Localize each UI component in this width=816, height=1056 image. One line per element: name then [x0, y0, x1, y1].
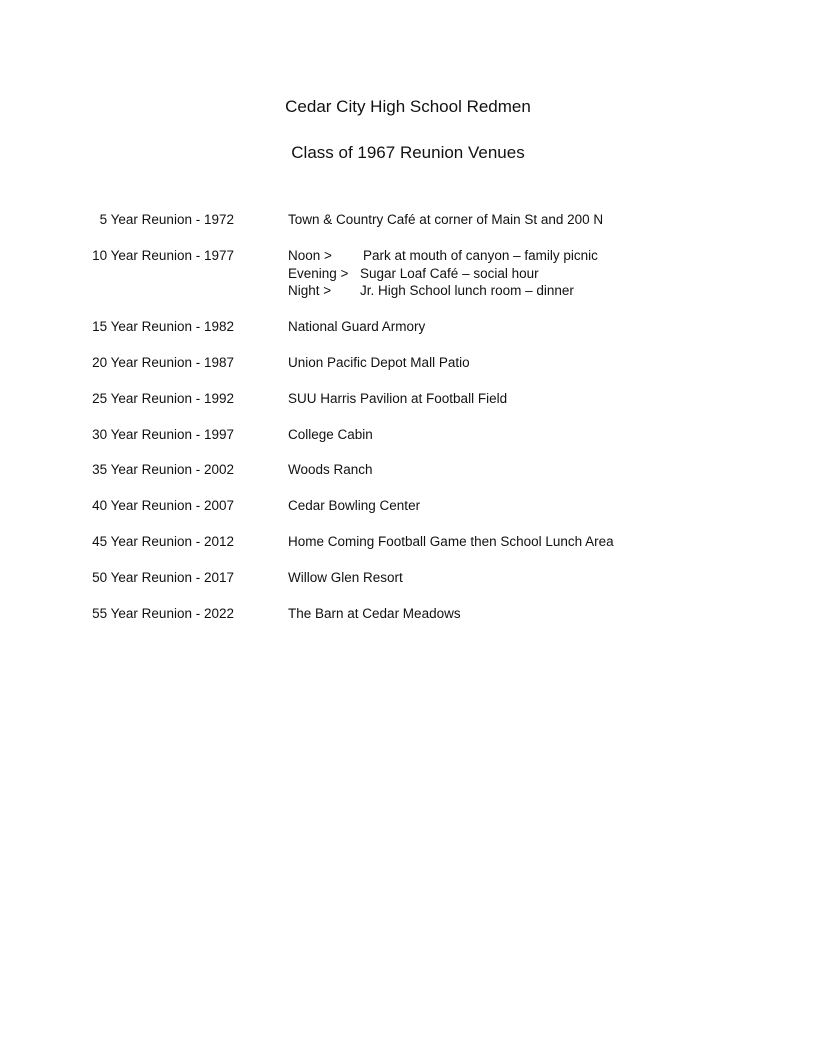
reunion-label: 40 Year Reunion - 2007 — [92, 498, 234, 513]
reunion-label: 50 Year Reunion - 2017 — [92, 570, 234, 585]
reunion-venue: National Guard Armory — [288, 319, 426, 334]
reunion-label: 10 Year Reunion - 1977 — [92, 248, 234, 263]
reunion-venue: Town & Country Café at corner of Main St and 200 N — [288, 212, 604, 227]
reunion-venue: Woods Ranch — [288, 462, 373, 477]
session-venue: Jr. High School lunch room – dinner — [360, 283, 574, 298]
reunion-label: 20 Year Reunion - 1987 — [92, 355, 234, 370]
session-time: Night > — [288, 283, 332, 298]
session-time: Noon > — [288, 248, 332, 263]
document-subtitle: Class of 1967 Reunion Venues — [291, 143, 525, 162]
reunion-label: 55 Year Reunion - 2022 — [92, 606, 234, 621]
reunion-label: 25 Year Reunion - 1992 — [92, 391, 234, 406]
session-venue: Park at mouth of canyon – family picnic — [363, 248, 598, 263]
reunion-venue: Home Coming Football Game then School Lunch Area — [288, 534, 614, 549]
session-time: Evening > — [288, 265, 349, 281]
reunion-label: 45 Year Reunion - 2012 — [92, 534, 234, 549]
reunion-venue: Willow Glen Resort — [288, 570, 403, 585]
reunion-label: 30 Year Reunion - 1997 — [92, 427, 234, 442]
document-title: Cedar City High School Redmen — [285, 97, 531, 116]
reunion-venue: Union Pacific Depot Mall Patio — [288, 355, 470, 370]
reunion-label: 5 Year Reunion - 1972 — [99, 212, 234, 227]
reunion-label: 35 Year Reunion - 2002 — [92, 462, 234, 477]
reunion-venue: Cedar Bowling Center — [288, 498, 421, 513]
reunion-label: 15 Year Reunion - 1982 — [92, 319, 234, 334]
reunion-venue: The Barn at Cedar Meadows — [288, 606, 461, 621]
session-venue: Sugar Loaf Café – social hour — [360, 265, 539, 281]
reunion-venue: College Cabin — [288, 427, 373, 442]
reunion-venue: SUU Harris Pavilion at Football Field — [288, 391, 508, 406]
